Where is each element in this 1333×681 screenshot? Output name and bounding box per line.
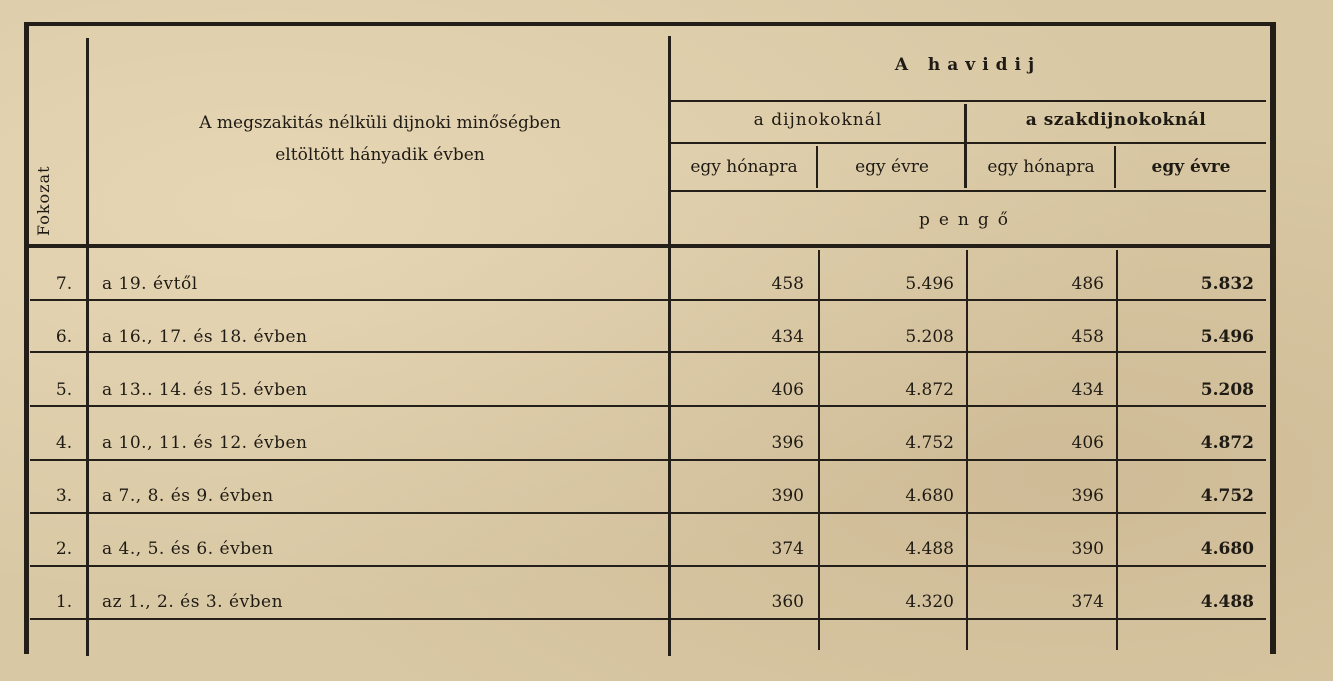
period-cell: a 16., 17. és 18. évben: [102, 327, 308, 347]
szak-month-cell: 486: [1071, 274, 1104, 294]
szak-month-cell: 458: [1071, 327, 1104, 347]
szak-month-cell: 390: [1071, 539, 1104, 559]
group-szakdijnok-header: a szakdijnokoknál: [1025, 110, 1207, 130]
period-cell: az 1., 2. és 3. évben: [102, 592, 284, 612]
col-month-dijnok: egy hónapra: [690, 157, 798, 177]
dij-year-cell: 5.208: [905, 327, 954, 347]
col-month-szakdijnok: egy hónapra: [987, 157, 1095, 177]
description-header-line2: eltöltött hányadik évben: [275, 145, 485, 165]
dij-year-cell: 5.496: [905, 274, 954, 294]
dij-month-cell: 374: [771, 539, 804, 559]
header-line-cols: [670, 190, 1266, 192]
divider-month-year-2: [1114, 146, 1116, 188]
divider-after-description: [668, 36, 671, 656]
fokozat-header: Fokozat: [34, 165, 53, 236]
period-cell: a 13.. 14. és 15. évben: [102, 380, 308, 400]
grade-cell: 5.: [55, 380, 73, 400]
header-line-groups: [670, 142, 1266, 144]
dij-month-cell: 458: [771, 274, 804, 294]
grade-cell: 2.: [55, 539, 73, 559]
szak-month-cell: 396: [1071, 486, 1104, 506]
row-line-3: [30, 405, 1266, 407]
description-header-line1: A megszakitás nélküli dijnoki minőségben: [199, 113, 561, 133]
dij-year-cell: 4.752: [905, 433, 954, 453]
szak-month-cell: 406: [1071, 433, 1104, 453]
szak-year-cell: 4.872: [1200, 433, 1254, 453]
col-year-dijnok: egy évre: [855, 157, 929, 177]
szak-year-cell: 5.832: [1200, 274, 1254, 294]
row-line-1: [30, 299, 1266, 301]
grade-cell: 7.: [55, 274, 73, 294]
period-cell: a 10., 11. és 12. évben: [102, 433, 308, 453]
grade-cell: 3.: [55, 486, 73, 506]
szak-year-cell: 4.752: [1200, 486, 1254, 506]
szak-year-cell: 4.680: [1200, 539, 1254, 559]
dij-year-cell: 4.872: [905, 380, 954, 400]
szak-year-cell: 5.208: [1200, 380, 1254, 400]
divider-body-2: [966, 250, 968, 650]
dij-month-cell: 396: [771, 433, 804, 453]
divider-month-year-1: [816, 146, 818, 188]
szak-year-cell: 4.488: [1200, 592, 1254, 612]
grade-cell: 1.: [55, 592, 73, 612]
row-line-2: [30, 351, 1266, 353]
dij-year-cell: 4.680: [905, 486, 954, 506]
period-cell: a 19. évtől: [102, 274, 198, 294]
dij-month-cell: 406: [771, 380, 804, 400]
header-line-havidij: [670, 100, 1266, 102]
row-line-4: [30, 459, 1266, 461]
row-line-6: [30, 565, 1266, 567]
divider-body-1: [818, 250, 820, 650]
dij-year-cell: 4.320: [905, 592, 954, 612]
dij-month-cell: 360: [771, 592, 804, 612]
dij-year-cell: 4.488: [905, 539, 954, 559]
col-year-szakdijnok: egy évre: [1151, 157, 1231, 177]
row-line-7: [30, 618, 1266, 620]
divider-groups: [964, 104, 967, 188]
dij-month-cell: 434: [771, 327, 804, 347]
group-dijnok-header: a dijnokoknál: [753, 110, 883, 130]
header-bottom-line: [27, 244, 1270, 248]
row-line-5: [30, 512, 1266, 514]
szak-year-cell: 5.496: [1200, 327, 1254, 347]
divider-body-3: [1116, 250, 1118, 650]
unit-header: pengő: [918, 210, 1017, 230]
grade-cell: 6.: [55, 327, 73, 347]
szak-month-cell: 434: [1071, 380, 1104, 400]
period-cell: a 7., 8. és 9. évben: [102, 486, 274, 506]
szak-month-cell: 374: [1071, 592, 1104, 612]
grade-cell: 4.: [55, 433, 73, 453]
dij-month-cell: 390: [771, 486, 804, 506]
period-cell: a 4., 5. és 6. évben: [102, 539, 274, 559]
divider-after-grade: [86, 38, 89, 656]
havidij-header: A havidij: [894, 55, 1042, 75]
